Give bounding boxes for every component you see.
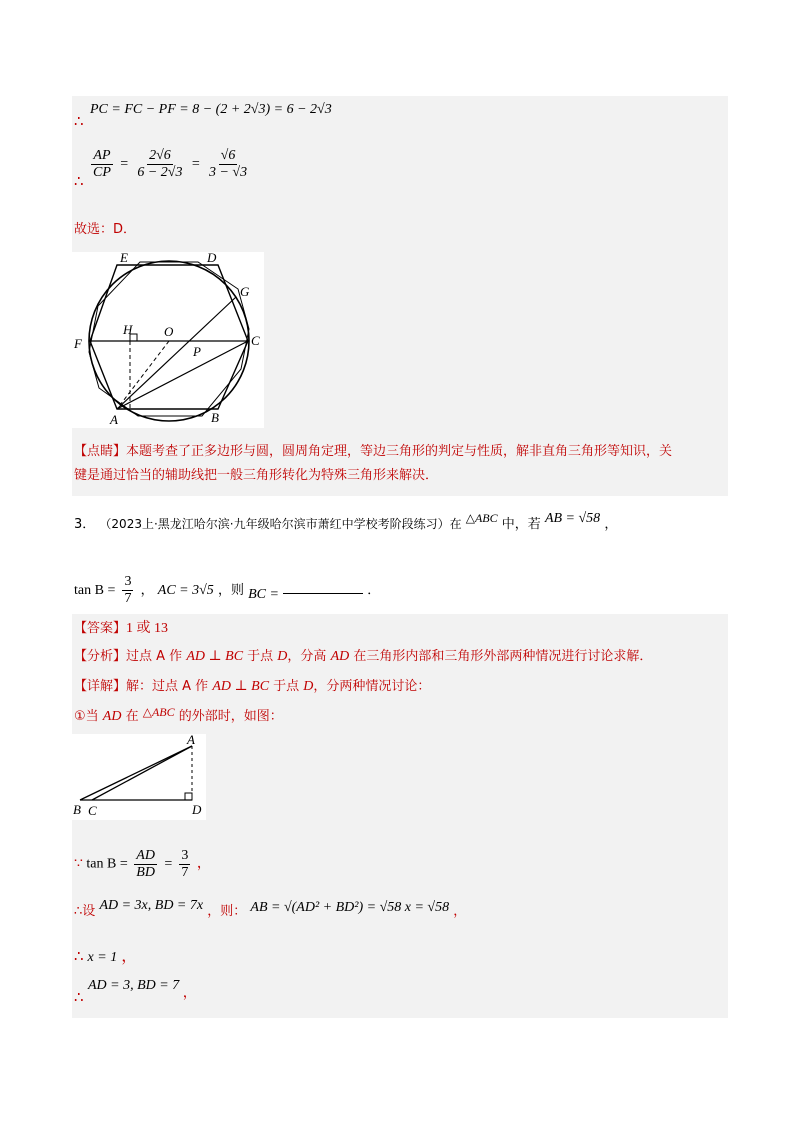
step-let: ∴设 AD = 3x, BD = 7x ，则： AB = √(AD² + BD²) = √58 x = √58 ， [74, 898, 467, 919]
label-g: G [240, 284, 250, 299]
answer-tag: 【答案】 [74, 621, 127, 636]
label-h: H [123, 322, 133, 337]
therefore-sign: ∴ [74, 990, 84, 1006]
detail-tag: 【详解】 [74, 679, 127, 694]
step-pc: PC = FC − PF = 8 − (2 + 2√3) = 6 − 2√3 [90, 102, 332, 117]
case1-line: ①当 AD 在 △ABC 的外部时，如图： [74, 705, 283, 724]
line-ao [117, 341, 169, 409]
line-ag [117, 297, 236, 409]
figure-octagon-circle [72, 252, 264, 428]
figure-triangle-svg [72, 734, 206, 820]
figure-triangle [72, 734, 206, 820]
label-a: A [110, 412, 118, 427]
detail-line: 【详解】解：过点 A 作 AD ⊥ BC 于点 D，分两种情况讨论： [74, 679, 431, 694]
line-ba [80, 746, 192, 800]
label-c: C [251, 333, 260, 348]
step-ad-bd: AD = 3, BD = 7 ， [88, 978, 197, 1001]
step-tanb: ∵ tan B = $\frac{AD}{BD}$ = $\frac{3}{7}$ ， [74, 848, 211, 880]
analysis-line: 【分析】过点 A 作 AD ⊥ BC 于点 D，分高 AD 在三角形内部和三角形外部两种情况进行讨论求解． [74, 649, 653, 664]
figure-octagon-svg [72, 252, 264, 428]
label-p: P [193, 344, 201, 359]
question-number: 3． [74, 517, 96, 532]
comment-paragraph: 【点睛】本题考查了正多边形与圆，圆周角定理，等边三角形的判定与性质，解非直角三角形等知识，关 键是通过恰当的辅助线把一般三角形转化为特殊三角形来解决． [74, 444, 673, 483]
line-ac [117, 341, 248, 409]
answer-blank[interactable] [283, 581, 363, 594]
answer-line: 【答案】1 或 13 [74, 621, 169, 636]
label-d: D [207, 252, 217, 265]
step-x: ∴ x = 1 ， [74, 948, 138, 965]
label-a: A [187, 734, 195, 747]
label-d: D [192, 802, 202, 817]
label-o: O [164, 324, 174, 339]
line-ca [92, 746, 192, 800]
therefore-sign: ∴ [74, 174, 84, 190]
therefore-sign: ∴ [74, 114, 84, 130]
label-f: F [74, 336, 82, 351]
label-e: E [120, 252, 128, 265]
comment-tag: 【点睛】 [74, 444, 127, 459]
step-ratio: $\frac{AP}{CP}$ = $\frac{2√6}{6 - 2√3}$ = $\frac{√6}{3 - √3}$ [93, 148, 248, 180]
analysis-tag: 【分析】 [74, 649, 127, 664]
label-c: C [88, 803, 97, 818]
question-3-line2: tan B = $\frac{3}{7}$ ， AC = 3√5 ，则 BC = ． [74, 574, 381, 606]
right-angle-mark [185, 793, 192, 800]
choice-line: 故选：D． [74, 222, 137, 237]
label-b: B [73, 802, 81, 817]
label-b: B [211, 410, 219, 425]
because-sign: ∵ [74, 856, 83, 872]
question-3-line1: 3． （2023上·黑龙江哈尔滨·九年级哈尔滨市萧红中学校考阶段练习）在 △ABC 中，若 AB = √58 ， [74, 511, 618, 532]
